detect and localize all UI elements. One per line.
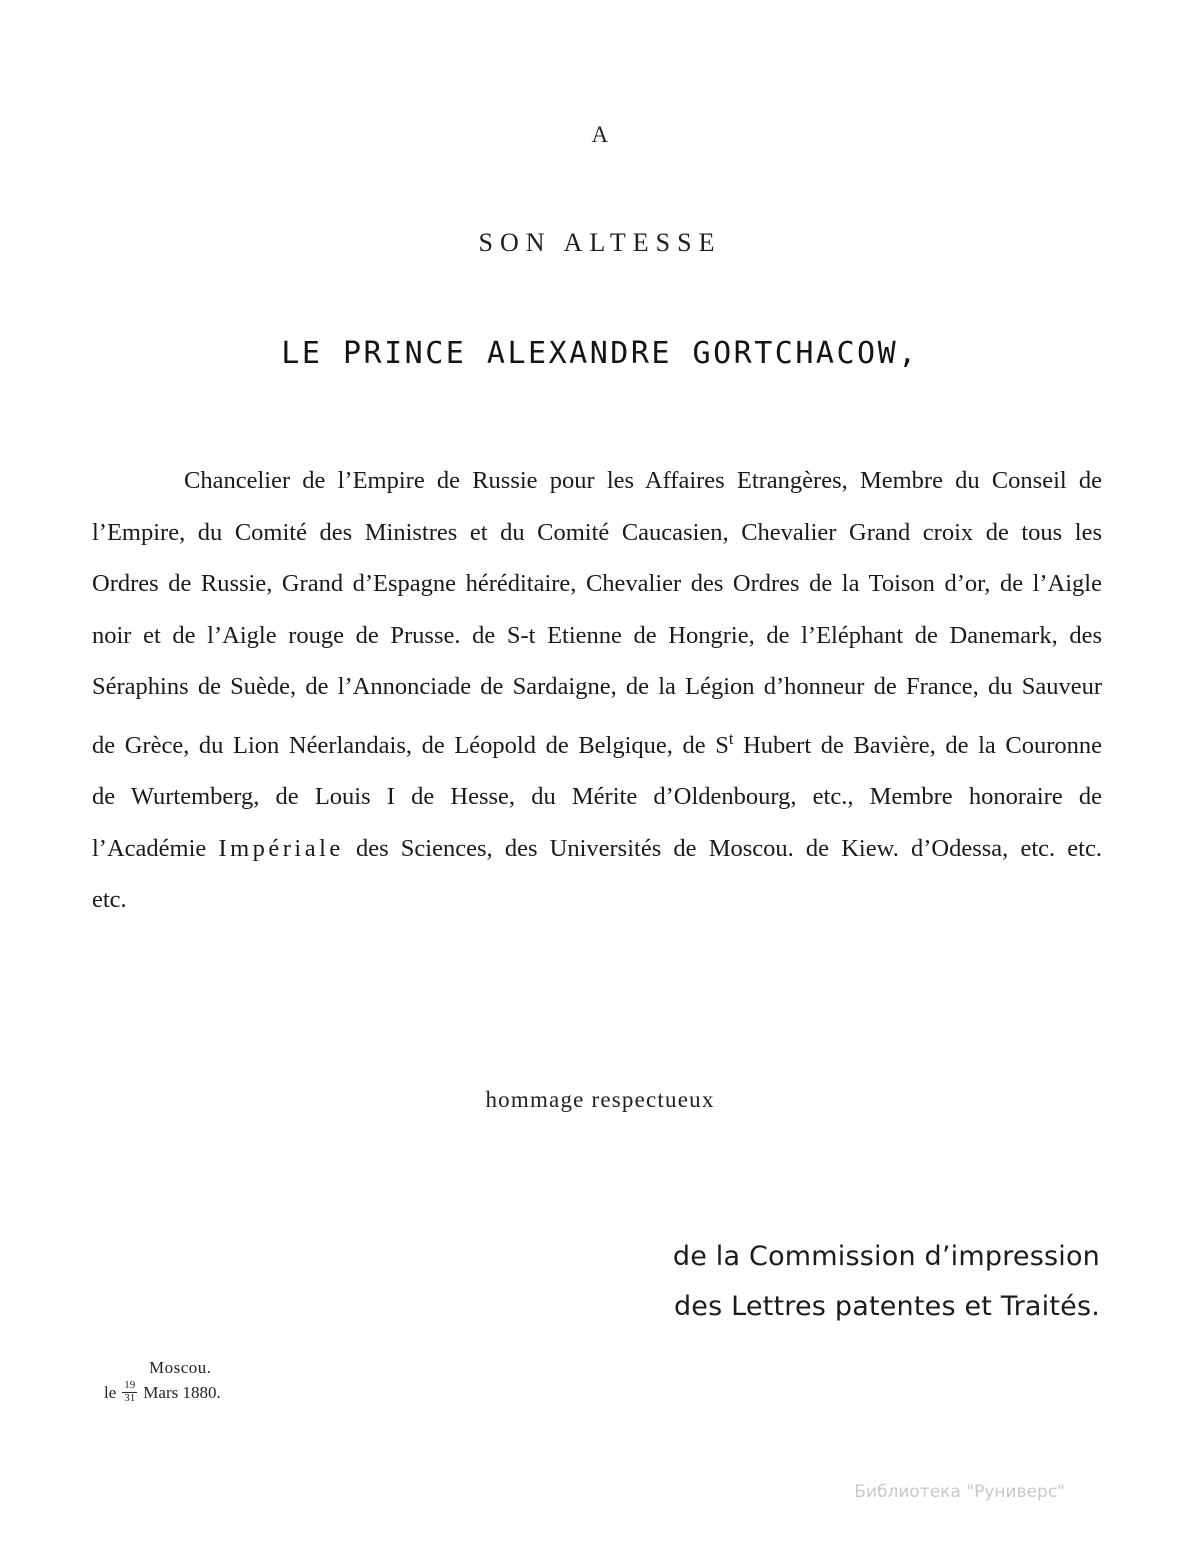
titles-paragraph xyxy=(92,455,1102,926)
commission-line-2: des Lettres patentes et Traités. xyxy=(673,1291,1100,1322)
place-city: Moscou. xyxy=(149,1358,212,1377)
date-numerator: 19 xyxy=(124,1379,136,1392)
date-suffix: Mars 1880. xyxy=(143,1383,221,1402)
titles-part2: Hubert de Bavière, de la Couronne de Wurtemberg, de Louis I de Hesse, du Mérite d’Oldenbourg, etc., Membre honoraire de l’Académie xyxy=(92,731,1102,862)
titles-superscript: t xyxy=(728,728,734,748)
date-line xyxy=(104,1380,221,1405)
dedication-a: A xyxy=(591,122,609,147)
dedication-altesse: SON ALTESSE xyxy=(478,228,722,257)
dedication-recipient-name: LE PRINCE ALEXANDRE GORTCHACOW, xyxy=(281,336,919,371)
date-fraction xyxy=(122,1380,137,1404)
place-and-date xyxy=(104,1355,221,1405)
date-prefix: le xyxy=(104,1383,117,1402)
date-denominator: 31 xyxy=(124,1392,136,1404)
titles-imperiale: Impériale xyxy=(218,834,344,862)
titles-part1: Chancelier de l’Empire de Russie pour les Affaires Etrangères, Membre du Conseil de l’Empire, du Comité des Ministres et du Comité Caucasien, Chevalier Grand croix de tous les Ordres de Russie, Grand d’Espagne héréditaire, Chevalier des Ordres de la Toison d’or, de l’Aigle noir et de l’Aigle rouge de Prusse. de S-t Etienne de Hongrie, de l’Eléphant de Danemark, des Séraphins de Suède, de l’Annonciade de Sardaigne, de la Légion d’honneur de France, du Sauveur de Grèce, du Lion Néerlandais, de Léopold de Belgique, de S xyxy=(92,467,1102,759)
commission-signature xyxy=(0,1232,1100,1332)
titles-part3: des Sciences, des Universités de Moscou. de Kiew. d’Odessa, etc. etc. etc. xyxy=(92,834,1102,914)
library-watermark: Библиотека "Руниверс" xyxy=(854,1482,1065,1502)
commission-line-1: de la Commission d’impression xyxy=(672,1241,1100,1272)
hommage-line: hommage respectueux xyxy=(485,1087,715,1112)
